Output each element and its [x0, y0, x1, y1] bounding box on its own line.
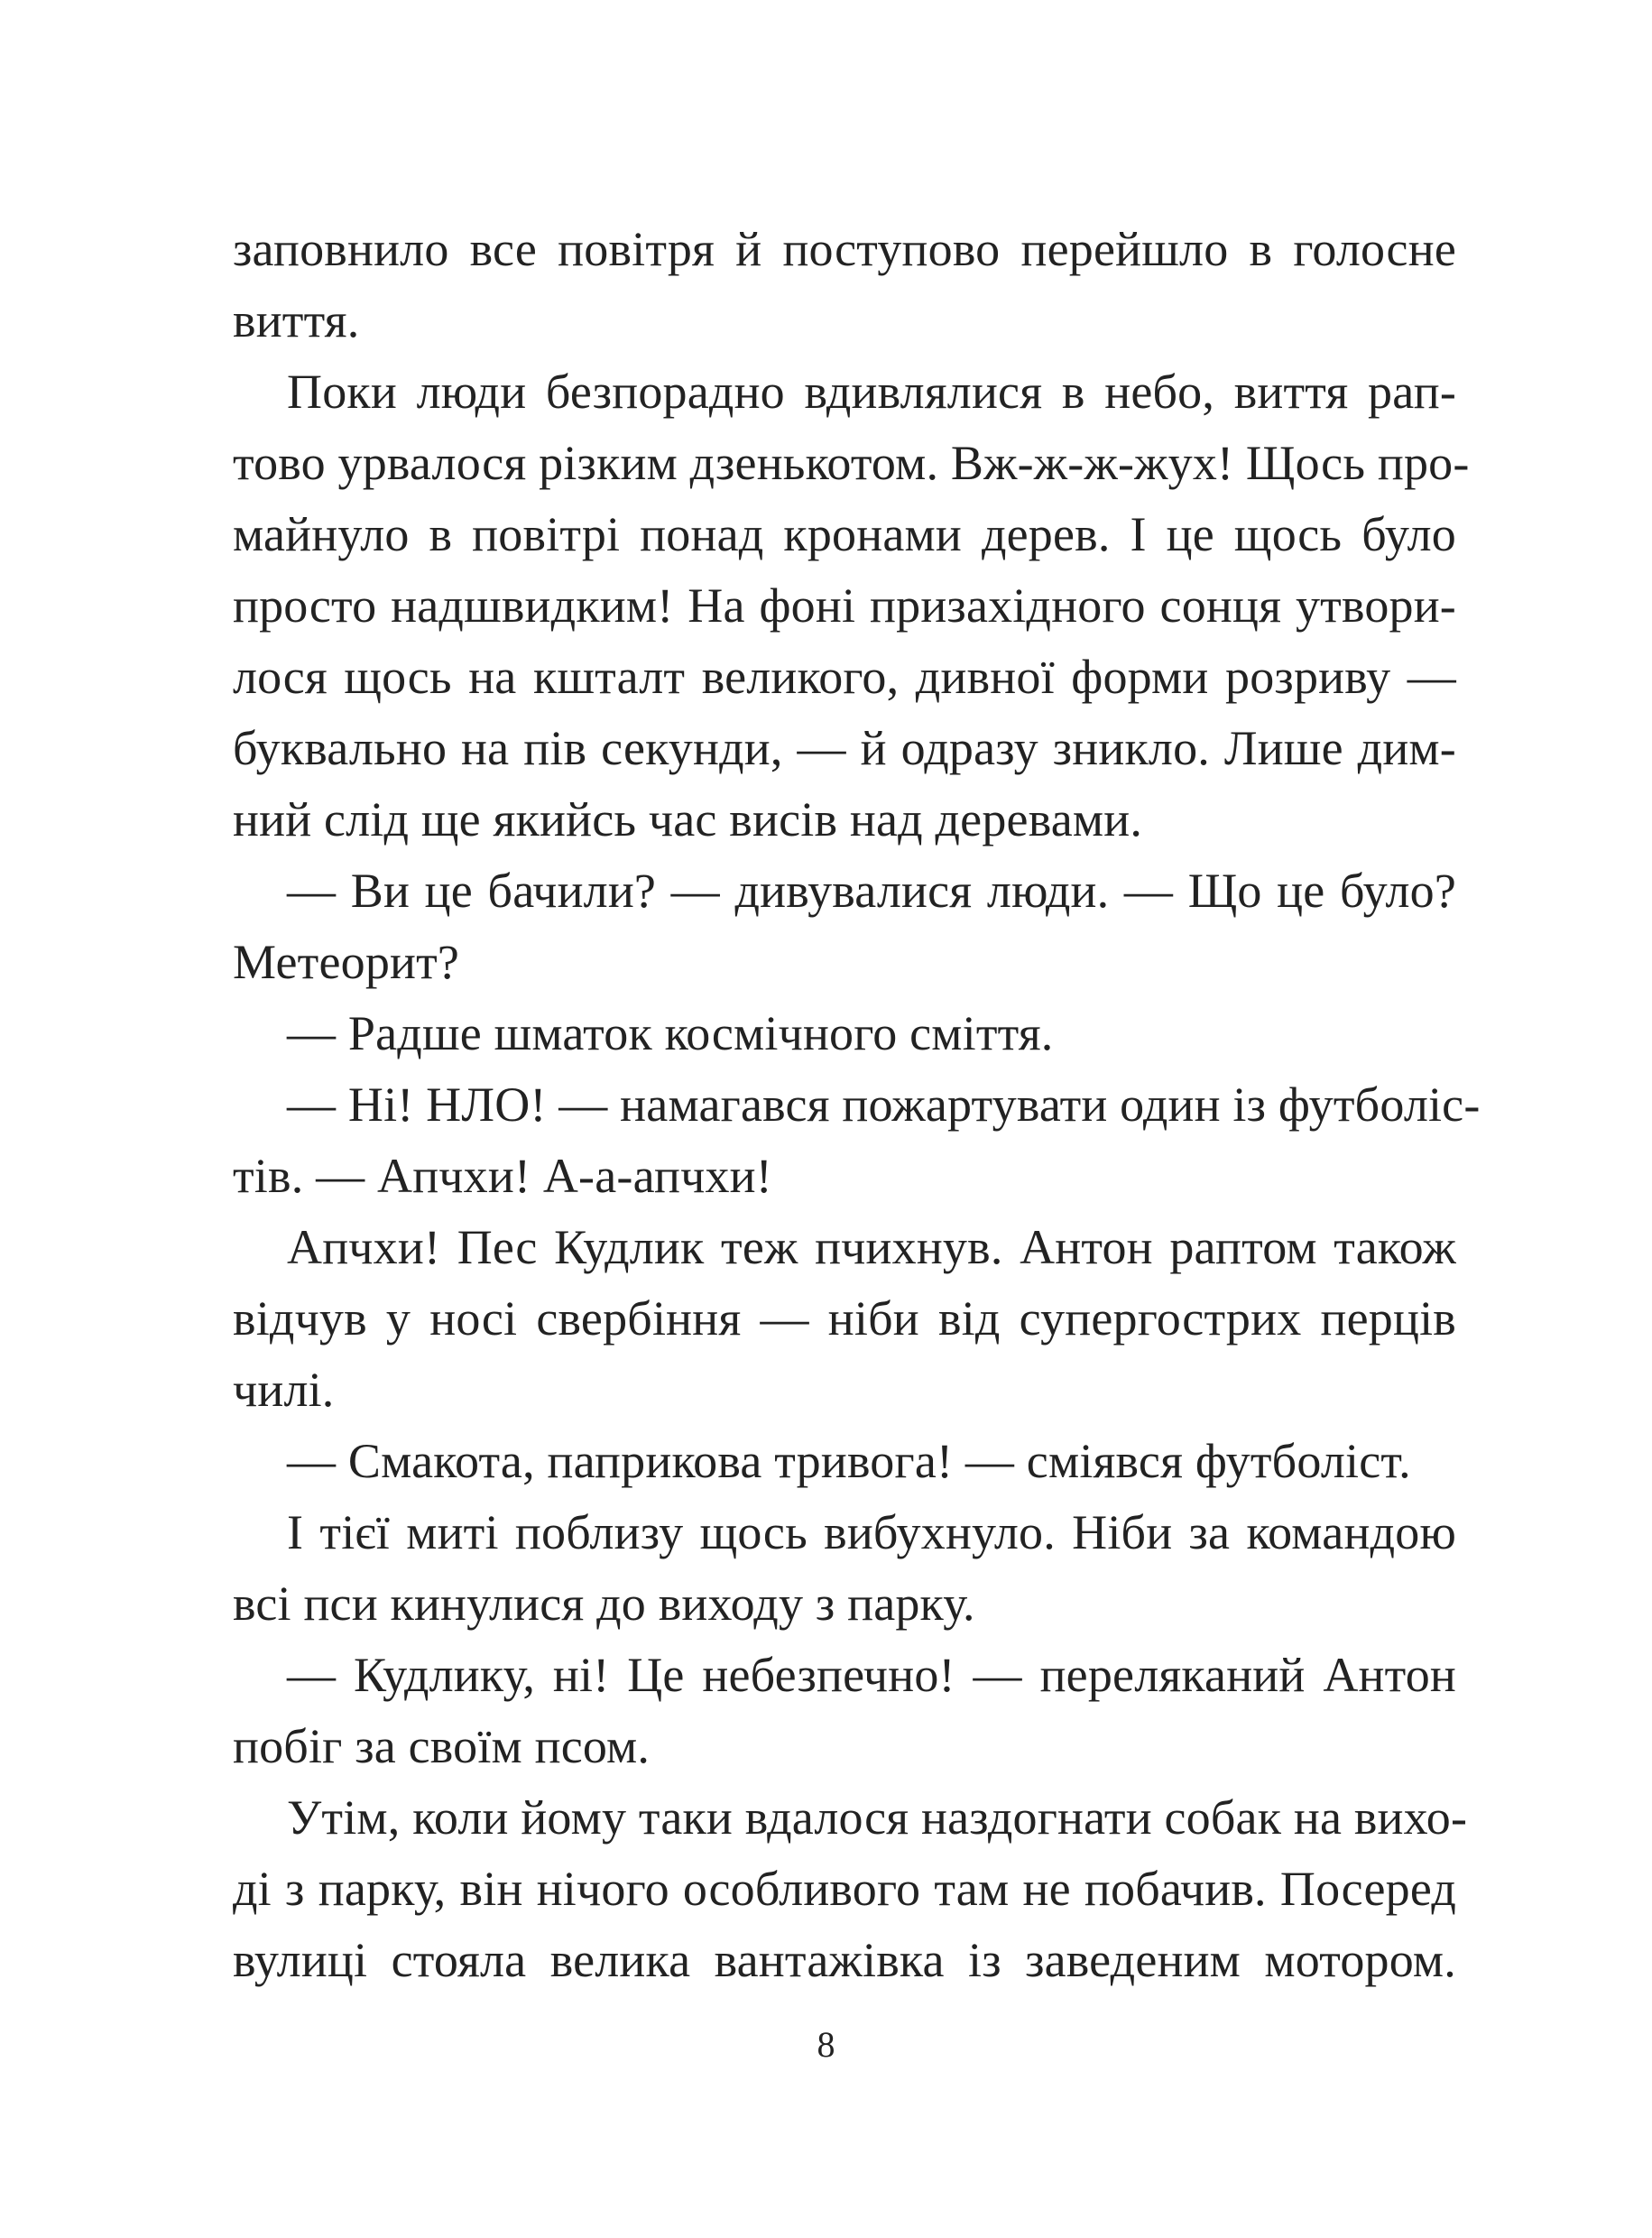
text-line: вулиці стояла велика вантажівка із заведеним мотором. — [233, 1933, 1456, 1987]
text-line: лося щось на кшталт великого, дивної форми розриву — — [233, 650, 1456, 704]
text-line: ний слід ще якийсь час висів над деревами. — [233, 792, 1143, 846]
body-text — [233, 214, 1481, 1996]
text-line: Апчхи! Пес Кудлик теж пчихнув. Антон раптом також — [287, 1220, 1456, 1274]
text-line: заповнило все повітря й поступово перейшло в голосне — [233, 222, 1456, 276]
text-line: Поки люди безпорадно вдивлялися в небо, виття рап- — [287, 365, 1456, 419]
text-line: — Кудлику, ні! Це небезпечно! — переляканий Антон — [287, 1648, 1456, 1702]
text-line: — Ви це бачили? — дивувалися люди. — Що це було? — [287, 864, 1456, 918]
text-line: відчув у носі свербіння — ніби від супергострих перців — [233, 1291, 1456, 1346]
page-number: 8 — [817, 2024, 835, 2065]
text-line: — Радше шматок космічного сміття. — [287, 1006, 1054, 1060]
text-line: — Смакота, паприкова тривога! — сміявся футболіст. — [287, 1434, 1411, 1488]
text-line: виття. — [233, 293, 360, 347]
text-line: чилі. — [233, 1363, 335, 1417]
text-line: Утім, коли йому таки вдалося наздогнати собак на вихо- — [287, 1790, 1468, 1845]
text-line: побіг за своїм псом. — [233, 1719, 651, 1773]
text-line: всі пси кинулися до виходу з парку. — [233, 1577, 975, 1631]
text-line: Метеорит? — [233, 935, 460, 989]
text-line: ді з парку, він нічого особливого там не побачив. Посеред — [233, 1862, 1456, 1916]
text-line: І тієї миті поблизу щось вибухнуло. Ніби за командою — [287, 1505, 1456, 1559]
text-line: тово урвалося різким дзенькотом. Вж-ж-ж-жух! Щось про- — [233, 436, 1470, 490]
text-line: — Ні! НЛО! — намагався пожартувати один із футболіс- — [287, 1077, 1481, 1132]
text-line: тів. — Апчхи! А-а-апчхи! — [233, 1149, 772, 1203]
text-line: буквально на пів секунди, — й одразу зникло. Лише дим- — [233, 721, 1456, 775]
text-line: майнуло в повітрі понад кронами дерев. І це щось було — [233, 507, 1456, 561]
text-line: просто надшвидким! На фоні призахідного сонця утвори- — [233, 578, 1456, 633]
